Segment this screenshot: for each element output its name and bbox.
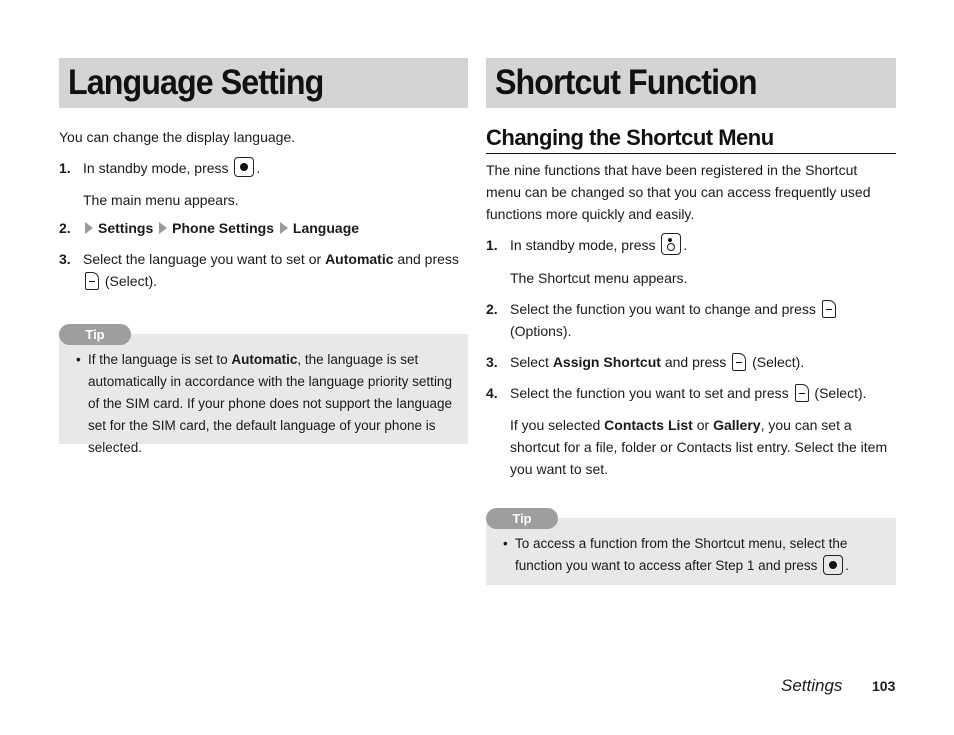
tip-label: Tip [486,508,558,529]
step-1 [59,157,468,179]
step-text: In standby mode, press [510,237,656,253]
menu-arrow-icon [85,222,93,234]
step-text: and press [664,354,727,371]
step-text-end: (Select). [814,385,867,402]
tip-item [503,533,886,577]
tip-text-end: . [845,558,849,574]
tip-text: If the language is set to [88,352,228,368]
step-text-end: (Select). [752,354,805,371]
step-note [510,414,896,480]
title-bar [59,58,468,108]
step-text-end: . [256,160,261,176]
menu-arrow-icon [280,222,288,234]
step-1 [486,234,896,257]
step-text: Select the function you want to change and press [510,301,816,318]
step-4 [486,382,896,404]
note-text-rest: , you can set a shortcut for a file, folder or Contacts list entry. Select the item you want to set. [510,417,888,478]
center-key-icon [823,555,843,575]
step-text: In standby mode, press [83,160,229,176]
step-text: Select the language you want to set or [83,251,322,268]
bullet-icon: • [76,352,81,368]
tip-item [76,349,458,459]
shortcut-key-icon [661,233,681,255]
step-3 [486,351,896,373]
soft-key-icon [795,384,809,402]
step-number: 2. [59,220,71,237]
step-result: The main menu appears. [83,192,239,209]
footer-section: Settings [781,676,843,695]
step-text-end: . [683,237,688,253]
tip-text-rest: , the language is set automatically in accordance with the language priority setting of the SIM card. If your phone does not support the language set for the SIM card, the default language of your phone is selected. [88,352,452,456]
soft-key-icon [732,353,746,371]
intro-text: The nine functions that have been registered in the Shortcut menu can be changed so that you can access frequently used functions more quickly and easily. [486,162,871,222]
tip-box [59,327,468,456]
language-setting-section [59,58,468,456]
step-2 [59,217,468,239]
section-heading: Changing the Shortcut Menu [486,125,896,154]
center-key-icon [234,157,254,177]
bullet-icon: • [503,536,508,552]
step-2 [486,298,896,342]
step-text-end: (Select). [104,273,158,290]
step-text: and press [397,251,459,268]
intro-text: You can change the display language. [59,129,296,145]
soft-key-icon [822,300,836,318]
page-title: Shortcut Function [495,63,757,102]
step-text-end: (Options). [510,323,572,340]
step-result: The Shortcut menu appears. [510,270,688,287]
note-text: If you selected [510,417,601,434]
menu-arrow-icon [159,222,167,234]
option-assign-shortcut: Assign Shortcut [552,354,661,371]
soft-key-icon [85,272,99,290]
step-3 [59,248,468,292]
tip-box [486,511,896,585]
step-number: 3. [59,251,71,268]
option-automatic: Automatic [325,251,394,268]
page-title: Language Setting [68,63,324,102]
step-number: 2. [486,301,498,318]
step-number: 3. [486,354,498,371]
menu-path-item: Phone Settings [172,220,275,237]
option-contacts-list: Contacts List [604,417,693,434]
page-number: 103 [872,678,896,694]
shortcut-function-section [486,58,896,585]
option-gallery: Gallery [713,417,761,434]
step-number: 1. [486,237,498,253]
note-text: or [696,417,710,434]
step-text: Select the function you want to set and press [510,385,789,402]
step-number: 4. [486,385,498,402]
step-number: 1. [59,160,71,176]
menu-path-item: Settings [98,220,154,237]
tip-bold: Automatic [231,352,298,368]
step-text: Select [510,354,549,371]
title-bar [486,58,896,108]
tip-text: To access a function from the Shortcut menu, select the function you want to access after Step 1 and press [515,536,848,574]
tip-label: Tip [59,324,131,345]
menu-path-item: Language [292,220,360,237]
